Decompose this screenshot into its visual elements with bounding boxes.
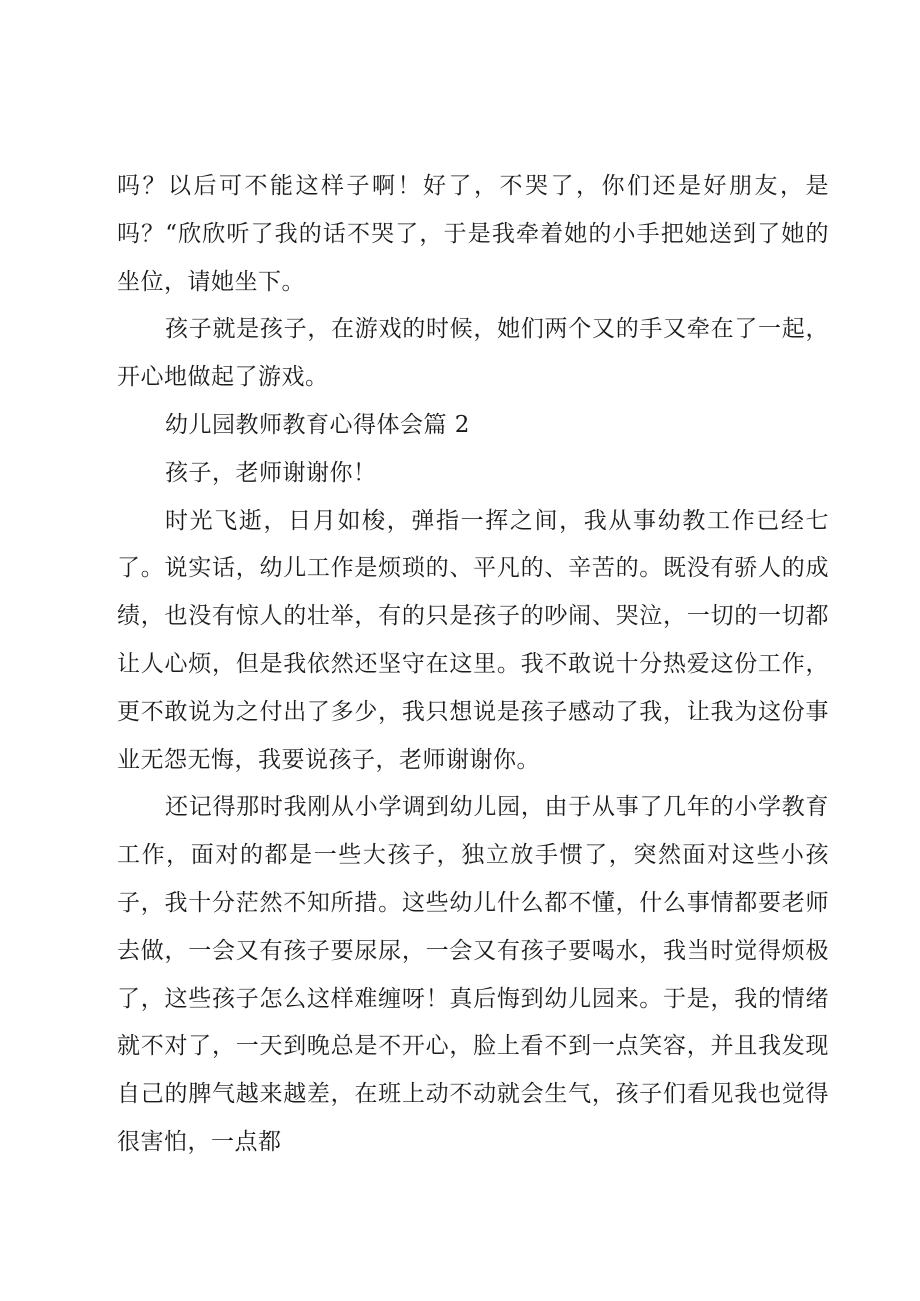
paragraph-continuation: 吗？以后可不能这样子啊！好了，不哭了，你们还是好朋友，是吗？“欣欣听了我的话不哭了，于是我牵着她的小手把她送到了她的坐位，请她坐下。 bbox=[117, 173, 829, 295]
document-body bbox=[117, 163, 829, 1167]
section-subtitle: 孩子，老师谢谢你！ bbox=[165, 459, 377, 486]
paragraph-playing-together: 孩子就是孩子，在游戏的时候，她们两个又的手又牵在了一起，开心地做起了游戏。 bbox=[117, 316, 829, 391]
paragraph-remember: 还记得那时我刚从小学调到幼儿园，由于从事了几年的小学教育工作，面对的都是一些大孩子，独立放手惯了，突然面对这些小孩子，我十分茫然不知所措。这些幼儿什么都不懂，什么事情都要老师去做，一会又有孩子要尿尿，一会又有孩子要喝水，我当时觉得烦极了，这些孩子怎么这样难缠呀！真后悔到幼儿园来。于是，我的情绪就不对了，一天到晚总是不开心，脸上看不到一点笑容，并且我发现自己的脾气越来越差，在班上动不动就会生气，孩子们看见我也觉得很害怕，一点都 bbox=[117, 794, 829, 1155]
paragraph-time-flies: 时光飞逝，日月如梭，弹指一挥之间，我从事幼教工作已经七了。说实话，幼儿工作是烦琐的、平凡的、辛苦的。既没有骄人的成绩，也没有惊人的壮举，有的只是孩子的吵闹、哭泣，一切的一切都让人心烦，但是我依然还坚守在这里。我不敢说十分热爱这份工作，更不敢说为之付出了多少，我只想说是孩子感动了我，让我为这份事业无怨无悔，我要说孩子，老师谢谢你。 bbox=[117, 507, 829, 773]
section-heading: 幼儿园教师教育心得体会篇 2 bbox=[165, 411, 470, 438]
